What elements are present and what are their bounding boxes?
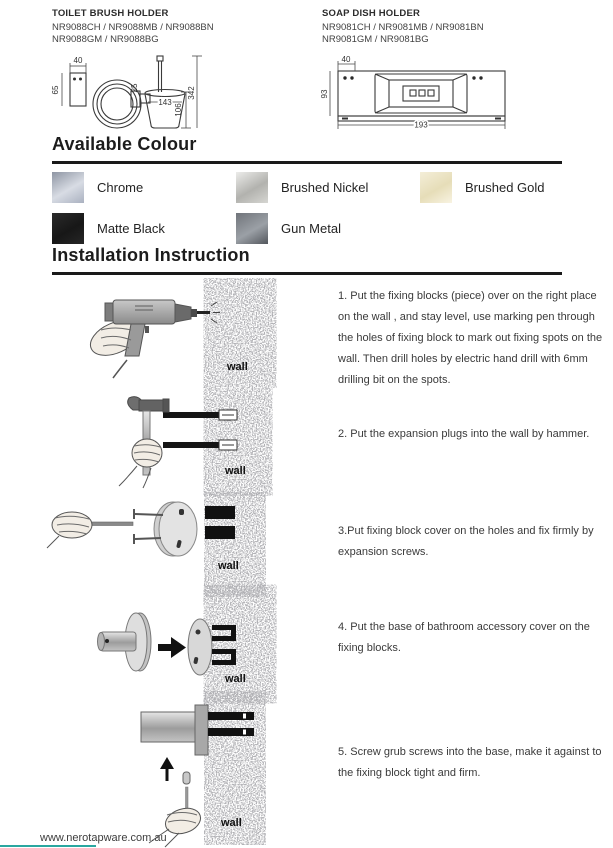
- colour-option-gun-metal: [236, 213, 341, 244]
- wall-label: wall: [227, 361, 248, 373]
- footer-accent-line: [0, 845, 96, 847]
- wall-label: wall: [218, 560, 239, 572]
- step5-grub-screw-illustration: [55, 695, 305, 840]
- gun-metal-swatch: [236, 213, 268, 244]
- soap-dish-holder-drawing: [318, 55, 533, 135]
- dimension-label: 193: [414, 120, 428, 130]
- colour-label: Matte Black: [97, 221, 165, 236]
- step3-text: 3.Put fixing block cover on the holes and fix firmly by expansion screws.: [338, 525, 594, 558]
- step3-screwdriver-illustration: [55, 492, 305, 597]
- step5-text: 5. Screw grub screws into the base, make it against to the fixing block tight and firm.: [338, 746, 602, 779]
- website-url: www.nerotapware.com.au: [40, 832, 167, 844]
- colour-option-brushed-nickel: [236, 172, 368, 203]
- available-colour-title: Available Colour: [52, 134, 197, 154]
- product-codes-line1: NR9081CH / NR9081MB / NR9081BN: [322, 22, 484, 33]
- step1-drill-illustration: [55, 278, 305, 390]
- dimension-label: 143: [158, 98, 172, 107]
- product-codes-line2: NR9088GM / NR9088BG: [52, 34, 159, 45]
- brushed-nickel-swatch: [236, 172, 268, 203]
- dimension-label: 40: [73, 56, 83, 65]
- brushed-gold-swatch: [420, 172, 452, 203]
- step4-base-illustration: [40, 585, 305, 703]
- dimension-label: 93: [320, 89, 329, 99]
- dimension-label: 65: [51, 85, 60, 95]
- step1-text: 1. Put the fixing blocks (piece) over on the right place on the wall , and stay level, use marking pen through the holes of fixing block to mark out fixing spots on the wall. Then drill holes by electric hand drill with 6mm drilling bit on the spots.: [338, 290, 603, 386]
- colour-option-chrome: [52, 172, 143, 203]
- product-codes-line1: NR9088CH / NR9088MB / NR9088BN: [52, 22, 214, 33]
- product-title: TOILET BRUSH HOLDER: [52, 8, 169, 19]
- colour-label: Chrome: [97, 180, 144, 195]
- product-codes-line2: NR9081GM / NR9081BG: [322, 34, 429, 45]
- product-soap-dish-holder: [322, 8, 484, 46]
- wall-label: wall: [225, 673, 246, 685]
- wall-label: wall: [221, 817, 242, 829]
- wall-label: wall: [225, 465, 246, 477]
- product-toilet-brush-holder: [52, 8, 214, 46]
- step2-text: 2. Put the expansion plugs into the wall by hammer.: [338, 428, 590, 440]
- dimension-label: 342: [187, 86, 196, 100]
- toilet-brush-holder-drawing: [45, 55, 265, 135]
- step2-hammer-illustration: [55, 390, 305, 495]
- step4-text: 4. Put the base of bathroom accessory cover on the fixing blocks.: [338, 621, 590, 654]
- dimension-label: 25: [130, 83, 139, 93]
- colour-label: Gun Metal: [281, 221, 341, 236]
- dimension-label: 40: [341, 55, 351, 64]
- colour-label: Brushed Nickel: [281, 180, 369, 195]
- section-divider: [52, 161, 562, 164]
- section-divider: [52, 272, 562, 275]
- product-title: SOAP DISH HOLDER: [322, 8, 421, 19]
- colour-label: Brushed Gold: [465, 180, 545, 195]
- colour-option-matte-black: [52, 213, 165, 244]
- colour-option-brushed-gold: [420, 172, 545, 203]
- chrome-swatch: [52, 172, 84, 203]
- dimension-label: 106: [174, 103, 183, 117]
- installation-title: Installation Instruction: [52, 245, 250, 265]
- matte-black-swatch: [52, 213, 84, 244]
